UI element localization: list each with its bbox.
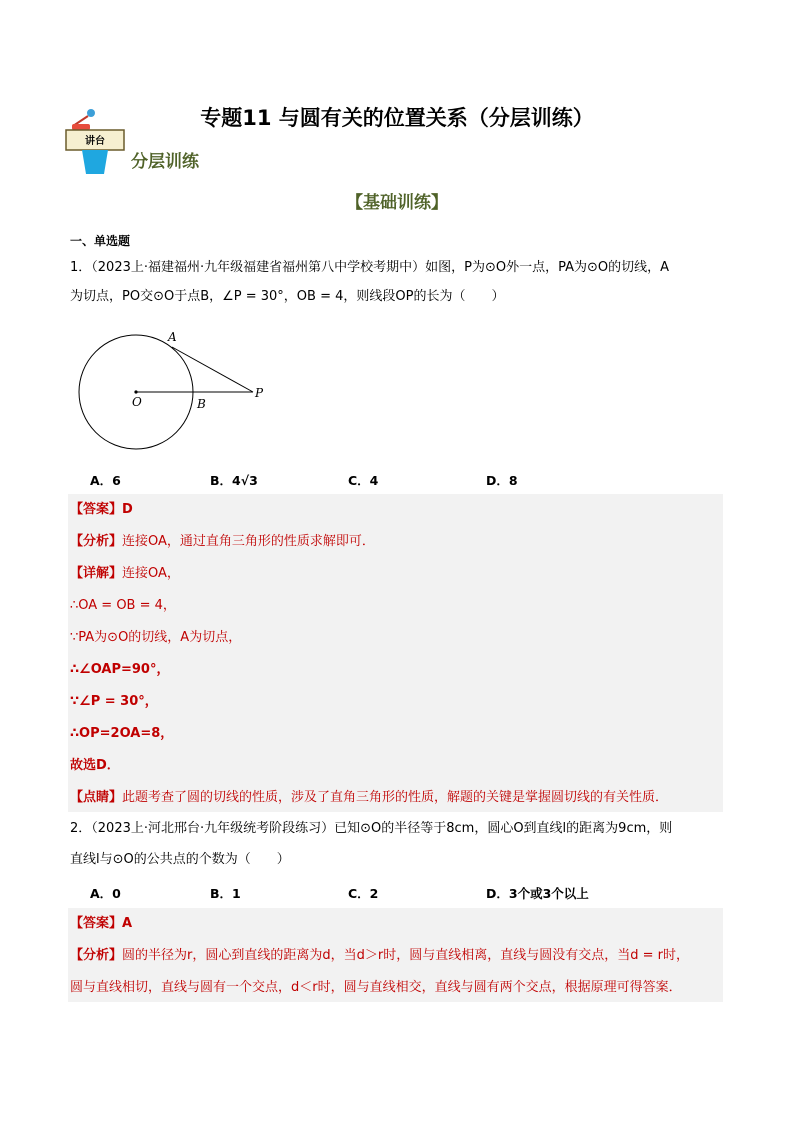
q1-detail-line6: ∴OP=2OA=8， [70,726,174,741]
answer-tag: 【答案】 [70,916,123,931]
label-o: O [132,395,142,409]
q1-detail-line5: ∵∠P = 30°， [70,694,158,709]
q2-stem-line2: 直线l与⊙O的公共点的个数为（ ） [70,852,290,867]
q1-option-c: C．4 [348,473,379,488]
q2-analysis-line2: 圆与直线相切，直线与圆有一个交点，d＜r时，圆与直线相交，直线与圆有两个交点，根据原理可得答案． [70,980,682,995]
q1-detail-line2: ∴OA = OB = 4， [70,598,176,613]
q2-answer [70,914,132,934]
page-title: 专题11 与圆有关的位置关系（分层训练） [200,106,594,130]
q1-detail-line1 [70,564,180,584]
q2-option-a: A．0 [90,886,121,901]
logo-text: 讲台 [85,136,105,147]
sub-heading: 【基础训练】 [346,193,448,213]
q1-option-b: B．4√3 [210,473,258,488]
q1-analysis [70,532,375,552]
q2-stem-line1: 2．（2023上·河北邢台·九年级统考阶段练习）已知⊙O的半径等于8cm，圆心O到直线l的距离为9cm，则 [70,821,673,836]
label-p: P [255,386,264,400]
tangent-pa [172,347,253,392]
detail-text: 连接OA， [122,566,180,581]
q1-detail-line7: 故选D． [70,758,120,773]
label-a: A [168,330,177,344]
answer-value: D [122,502,133,517]
q2-option-c: C．2 [348,886,379,901]
analysis-tag: 【分析】 [70,948,123,963]
q2-option-b: B．1 [210,886,241,901]
q1-option-d: D．8 [486,473,518,488]
comment-text: 此题考查了圆的切线的性质，涉及了直角三角形的性质，解题的关键是掌握圆切线的有关性质． [122,790,669,805]
center-point [134,390,137,393]
answer-value: A [122,916,133,931]
q1-answer [70,500,133,520]
q2-analysis-line1 [70,946,689,966]
part-heading: 一、单选题 [70,234,131,248]
comment-tag: 【点睛】 [70,790,123,805]
q1-stem-line1: 1．（2023上·福建福州·九年级福建省福州第八中学校考期中）如图，P为⊙O外一点，PA为⊙O的切线，A [70,260,670,275]
q1-detail-line3: ∵PA为⊙O的切线，A为切点， [70,630,242,645]
q1-geometry-figure [76,326,276,454]
q1-option-a: A．6 [90,473,121,488]
analysis-tag: 【分析】 [70,534,123,549]
analysis-text: 圆的半径为r，圆心到直线的距离为d，当d＞r时，圆与直线相离，直线与圆没有交点，当d = r时， [122,948,689,963]
answer-tag: 【答案】 [70,502,123,517]
q2-option-d: D．3个或3个以上 [486,886,589,901]
label-b: B [197,397,206,411]
q1-comment [70,788,668,808]
q1-detail-line4: ∴∠OAP=90°， [70,662,170,677]
detail-tag: 【详解】 [70,566,123,581]
q1-stem-line2: 为切点，PO交⊙O于点B，∠P = 30°，OB = 4，则线段OP的长为（ ） [70,289,505,304]
section-label: 分层训练 [131,152,199,172]
analysis-text: 连接OA，通过直角三角形的性质求解即可． [122,534,375,549]
